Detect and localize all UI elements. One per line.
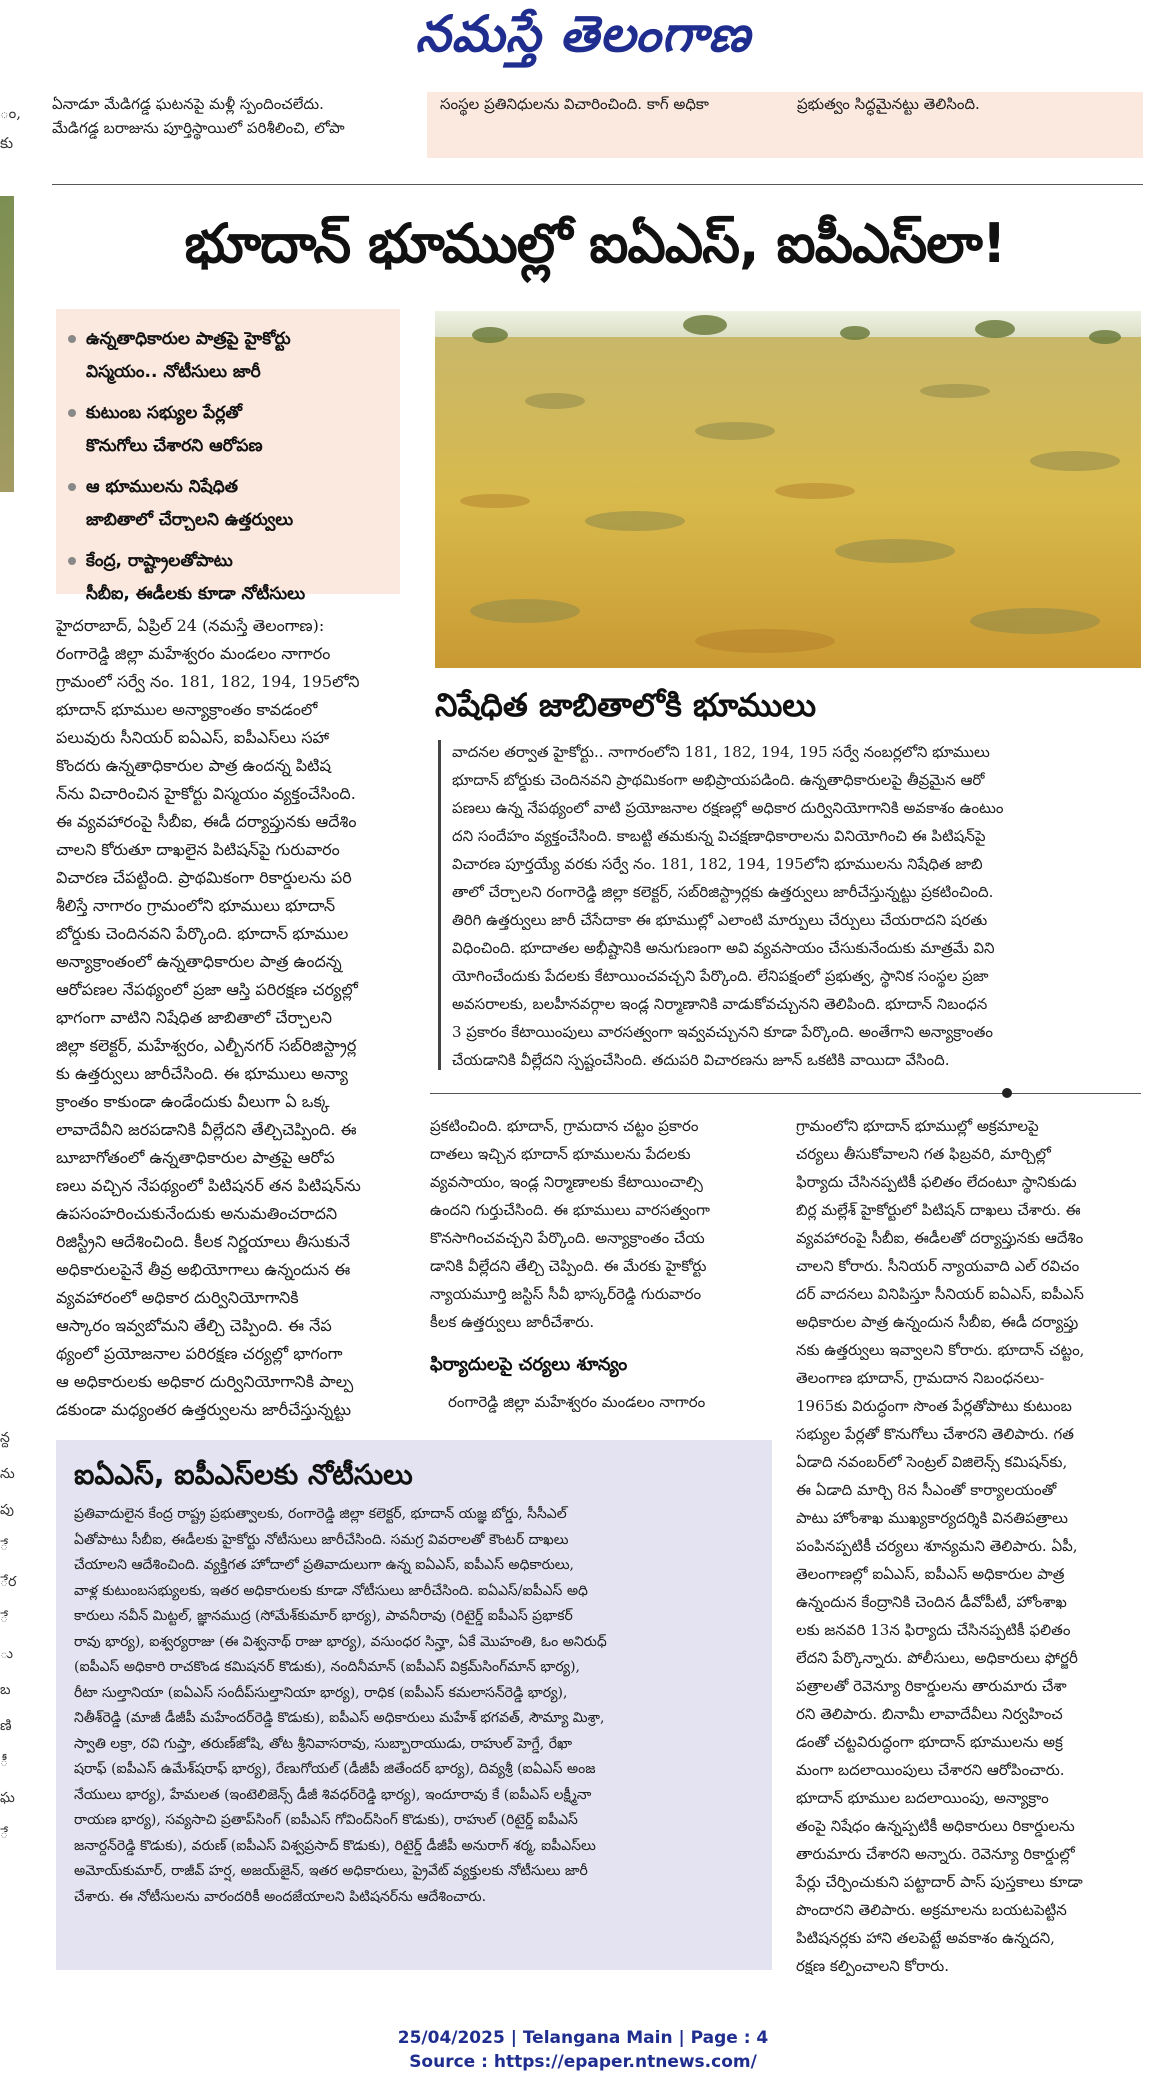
highlight-item [68,545,388,611]
highlight-text: ఉన్నతాధికారుల పాత్రపై హైకోర్టు విస్మయం.. నోటీసులు జారీ [86,329,291,382]
middle-column-text: ప్రకటించింది. భూదాన్, గ్రామదాన చట్టం ప్రకారం దాతలు ఇచ్చిన భూదాన్ భూములను పేదలకు వ్యవసాయం, ఇండ్ల నిర్మాణాలకు కేటాయించాల్సి ఉందని గుర్తుచేసింది. ఈ భూములు వారసత్వంగా కొనసాగించవచ్చని పేర్కొంది. అన్యాక్రాంతం చేయ డానికి వీల్లేదని తేల్చి చెప్పింది. ఈ మేరకు హైకోర్టు న్యాయమూర్తి జస్టిస్ సీవీ భాస్కర్‌రెడ్డి గురువారం కీలక ఉత్తర్వులు జారీచేశారు. [430,1117,710,1331]
complaints-heading: ఫిర్యాదులపై చర్యలు శూన్యం [430,1354,628,1375]
footer-date-line: 25/04/2025 | Telangana Main | Page : 4 [397,2028,769,2048]
land-photo [435,311,1141,668]
highlight-text: ఆ భూములను నిషేధిత జాబితాలో చేర్చాలని ఉత్తర్వులు [86,477,294,530]
land-photo-art [435,311,1141,668]
left-edge-line: ేర [0,1574,17,1590]
left-edge-line: ే [0,1538,9,1554]
left-edge-line: ణి [0,1718,12,1734]
subsection-text: వాదనల తర్వాత హైకోర్టు.. నాగారంలోని 181, 182, 194, 195 సర్వే నంబర్లలోని భూములు భూదాన్ బోర్డుకు చెందినవని ప్రాథమికంగా అభిప్రాయపడింది. ఉన్నతాధికారులపై తీవ్రమైన ఆరో పణలు ఉన్న నేపథ్యంలో వాటి ప్రయోజనాల రక్షణల్లో అధికార దుర్వినియోగానికి అవకాశం ఉంటుం దని సందేహం వ్యక్తంచేసింది. కాబట్టి తమకున్న విచక్షణాధికారాలను వినియోగించి ఈ పిటిషన్‌పై విచారణ పూర్తయ్యే వరకు సర్వే నం. 181, 182, 194, 195లోని భూములను నిషేధిత జాబి తాలో చేర్చాలని రంగారెడ్డి జిల్లా కలెక్టర్, సబ్‌రిజిస్ట్రార్లకు ఉత్తర్వులు జారీచేస్తున్నట్టు ప్రకటించింది. తిరిగి ఉత్తర్వులు జారీ చేసేదాకా ఈ భూముల్లో ఎలాంటి మార్పులు చేర్పులు చేయరాదని షరతు విధించింది. భూదాతల అభీష్టానికి అనుగుణంగా అవి వ్యవసాయం చేసుకునేందుకు మాత్రమే విని యోగించేందుకు పేదలకు కేటాయించవచ్చని పేర్కొంది. లేనిపక్షంలో ప్రభుత్వ, స్థానిక సంస్థల ప్రజా అవసరాలకు, బలహీనవర్గాల ఇండ్ల నిర్మాణానికి వాడుకోవచ్చునని తెలిపింది. భూదాన్ నిబంధన 3 ప్రకారం కేటాయింపులు వారసత్వంగా ఇవ్వవచ్చునని కూడా పేర్కొంది. అంతేగాని అన్యాక్రాంతం చేయడానికి వీల్లేదని స్పష్టంచేసింది. తదుపరి విచారణను జూన్ ఒకటికి వాయిదా వేసింది. [452,743,1004,1069]
highlight-text: కుటుంబ సభ్యుల పేర్లతో కొనుగోలు చేశారని ఆరోపణ [86,403,263,456]
highlight-item [68,471,388,537]
cropped-photo-edge [0,196,14,492]
top-strip-col3: ప్రభుత్వం సిద్ధమైనట్టు తెలిసింది. [797,95,980,113]
subsection-heading: నిషేధిత జాబితాలోకి భూములు [435,686,817,724]
bullet-icon [68,557,76,565]
left-edge-bottom [0,1420,17,1852]
complaints-text: రంగారెడ్డి జిల్లా మహేశ్వరం మండలం నాగారం [448,1393,706,1411]
left-edge-line: కు [0,134,14,152]
left-edge-line: ను [0,1466,15,1482]
top-strip-col2: సంస్థల ప్రతినిధులను విచారించింది. కాగ్ అధికా [440,95,709,113]
left-edge-line: ీ [0,1754,9,1770]
notices-text: ప్రతివాదులైన కేంద్ర రాష్ట్ర ప్రభుత్వాలకు, రంగారెడ్డి జిల్లా కలెక్టర్, భూదాన్ యజ్ఞ బోర్డు, సీసీఎల్ ఏతోపాటు సీబీఐ, ఈడీలకు హైకోర్టు నోటీసులు జారీచేసింది. సమగ్ర వివరాలతో కౌంటర్ దాఖలు చేయాలని ఆదేశించింది. వ్యక్తిగత హోదాలో ప్రతివాదులుగా ఉన్న ఐఏఎస్, ఐపీఎస్ అధికారులు, వాళ్ల కుటుంబసభ్యులకు, ఇతర అధికారులకు కూడా నోటీసులు జారీచేసింది. ఐఏఎస్/ఐపీఎస్ అధి కారులు నవీన్ మిట్టల్, జ్ఞానముద్ర (సోమేశ్‌కుమార్ భార్య), పావనీరావు (రిటైర్డ్ ఐపీఎస్ ప్రభాకర్ రావు భార్య), ఐశ్వర్యరాజు (ఈ విశ్వనాథ్ ‌రాజు భార్య), వసుంధర సిన్హా, ఏకే మొహంతి, ఓం అనిరుధ్ (ఐపీఎస్ అధికారి రాచకొండ కమిషనర్ కొడుకు), నందినీమాన్ (ఐపీఎస్ విక్రమ్‌సింగ్‌మాన్ భార్య), రీటా సుల్తానియా (ఐఏఎస్ సందీప్‌సుల్తానియా భార్య), రాధిక (ఐపీఎస్ కమలాసన్‌రెడ్డి భార్య), నితీశ్‌రెడ్డి (మాజీ డీజీపీ మహేందర్‌రెడ్డి కొడుకు), ఐపీఎస్ అధికారులు మహేశ్ భగవత్, సౌమ్యా మిశ్రా, స్వాతి లక్రా, రవి గుప్తా, తరుణ్‌జోషి, తోట శ్రీనివాసరావు, సుబ్బారాయుడు, రాహుల్ హెగ్డే, రేఖా షరాఫ్ (ఐపీఎస్ ఉమేశ్‌షరాఫ్ భార్య), రేణుగోయల్ (డీజీపీ జితేందర్ భార్య), దివ్యశ్రీ (ఐఏఎస్ అంజ నేయులు భార్య), హేమలత (ఇంటెలిజెన్స్ డీజీ శివధర్‌రెడ్డి భార్య), ఇందూరావు కే (ఐపీఎస్ లక్ష్మీనా రాయణ భార్య), సవ్యసాచి ప్రతాప్‌సింగ్ (ఐపీఎస్ గోవింద్‌సింగ్ కొడుకు), రాహుల్ (రిటైర్డ్ ఐపీఎస్ జనార్దన్‌రెడ్డి కొడుకు), వరుణ్ (ఐపీఎస్ విశ్వప్రసాద్ కొడుకు), రిటైర్డ్ డీజీపీ అనురాగ్ శర్మ, ఐపీఎస్‌లు అమోయ్‌కుమార్, రాజీవ్ హర్ష, అజయ్‌జైన్, ఇతర అధికారులు, ప్రైవేట్ వ్యక్తులకు నోటీసులు జారీ చేశారు. ఈ నోటీసులను వారందరికీ అందజేయాలని పిటిషనర్‌ను ఆదేశించారు. [74,1506,607,1905]
top-divider [52,184,1143,185]
section-divider [430,1093,1141,1094]
divider-dot-icon [1002,1088,1012,1098]
highlight-item [68,323,388,389]
highlight-item [68,397,388,463]
left-edge-line: పు [0,1502,14,1518]
bullet-icon [68,483,76,491]
highlights-box [56,309,400,604]
left-edge-line: ు [0,1646,13,1662]
quote-bar [438,740,441,1070]
masthead: నమస్తే తెలంగాణ [415,4,751,63]
top-strip-col1: ఏనాడూ మేడిగడ్డ ఘటనపై మళ్లీ స్పందించలేదు. మేడిగడ్డ బరాజును పూర్తిస్థాయిలో పరిశీలించి, లోపా [52,95,345,137]
left-edge-line: ే [0,1610,9,1626]
left-edge-line: ం, [0,104,22,122]
left-edge-top [0,98,21,158]
left-edge-line: ే [0,1826,9,1842]
page-headline: భూదాన్ భూముల్లో ఐఏఎస్, ఐపీఎస్‌లా! [184,212,1006,275]
right-column-text: గ్రామంలోని భూదాన్ భూముల్లో అక్రమాలపై చర్యలు తీసుకోవాలని గత ఫిబ్రవరి, మార్చిల్లో ఫిర్యాదు చేసినప్పటికీ ఫలితం లేదంటూ స్థానికుడు బిర్ల మల్లేశ్ హైకోర్టులో పిటిషన్ దాఖలు చేశారు. ఈ వ్యవహారంపై సీబీఐ, ఈడీలతో దర్యాప్తునకు ఆదేశిం చాలని కోరారు. సీనియర్ న్యాయవాది ఎల్ రవిచం దర్ వాదనలు వినిపిస్తూ సీనియర్ ఐఏఎస్, ఐపీఎస్ అధికారుల పాత్ర ఉన్నందున సీబీఐ, ఈడీ దర్యాప్తు నకు ఉత్తర్వులు ఇవ్వాలని కోరారు. భూదాన్ చట్టం, తెలంగాణ భూదాన్, గ్రామదాన నిబంధనలు- 1965కు విరుద్ధంగా సొంత పేర్లతోపాటు కుటుంబ సభ్యుల పేర్లతో కొనుగోలు చేశారని తెలిపారు. గత ఏడాది నవంబర్‌లో సెంట్రల్ విజిలెన్స్ కమిషన్‌కు, ఈ ఏడాది మార్చి 8న సీఎంతో కార్యాలయంతో పాటు హోంశాఖ ముఖ్యకార్యదర్శికి వినతిపత్రాలు పంపినప్పటికీ చర్యలు శూన్యమని తెలిపారు. ఏపీ, తెలంగాణల్లో ఐఏఎస్, ఐపీఎస్ అధికారుల పాత్ర ఉన్నందున కేంద్రానికి చెందిన డీవోపీటీ, హోంశాఖ లకు జనవరి 13న ఫిర్యాదు చేసినప్పటికీ ఫలితం లేదని పేర్కొన్నారు. పోలీసులు, అధికారులు ఫోర్జరీ పత్రాలతో రెవెన్యూ రికార్డులను తారుమారు చేశా రని తెలిపారు. బినామీ లావాదేవీలు నిర్వహించ డంతో చట్టవిరుద్ధంగా భూదాన్ భూములను అక్ర మంగా బదలాయింపులు చేశారని ఆరోపించారు. భూదాన్ భూముల బదలాయింపు, అన్యాక్రాం తంపై నిషేధం ఉన్నప్పటికీ అధికారులు రికార్డులను తారుమారు చేశారని అన్నారు. రెవెన్యూ రికార్డుల్లో పేర్లు చేర్పించుకుని పట్టాదార్ పాస్ పుస్తకాలు కూడా పొందారని తెలిపారు. అక్రమాలను బయటపెట్టిన పిటిషనర్లకు హాని తలపెట్టే అవకాశం ఉన్నదని, రక్షణ కల్పించాలని కోరారు. [796,1117,1085,1975]
left-edge-line: న్ద [0,1430,10,1446]
bullet-icon [68,335,76,343]
main-column-text: హైదరాబాద్, ఏప్రిల్ 24 (నమస్తే తెలంగాణ): రంగారెడ్డి జిల్లా మహేశ్వరం మండలం నాగారం గ్రామంలో సర్వే నం. 181, 182, 194, 195లోని భూదాన్ భూముల అన్యాక్రాంతం కావడంలో పలువురు సీనియర్ ఐఏఎస్, ఐపీఎస్‌లు సహా కొందరు ఉన్నతాధికారుల పాత్ర ఉందన్న పిటిష న్‌ను విచారించిన హైకోర్టు విస్మయం వ్యక్తంచేసింది. ఈ వ్యవహారంపై సీబీఐ, ఈడీ దర్యాప్తునకు ఆదేశిం చాలని కోరుతూ దాఖలైన పిటిషన్‌పై గురువారం విచారణ చేపట్టింది. ప్రాథమికంగా రికార్డులను పరి శీలిస్తే నాగారం గ్రామంలోని భూములు భూదాన్ బోర్డుకు చెందినవని పేర్కొంది. భూదాన్ భూముల అన్యాక్రాంతంలో ఉన్నతాధికారుల పాత్ర ఉందన్న ఆరోపణల నేపథ్యంలో ప్రజా ఆస్తి పరిరక్షణ చర్యల్లో భాగంగా వాటిని నిషేధిత జాబితాలో చేర్చాలని జిల్లా కలెక్టర్, మహేశ్వరం, ఎల్బీనగర్ సబ్‌రిజిస్ట్రార్ల కు ఉత్తర్వులు జారీచేసింది. ఈ భూములు అన్యా క్రాంతం కాకుండా ఉండేందుకు వీలుగా ఏ ఒక్క లావాదేవీని జరపడానికి వీల్లేదని తేల్చిచెప్పింది. ఈ బూబాగోతంలో ఉన్నతాధికారుల పాత్రపై ఆరోప ణలు వచ్చిన నేపథ్యంలో పిటిషనర్ తన పిటిషన్‌ను ఉపసంహరించుకునేందుకు అనుమతించరాదని రిజిస్ట్రీని ఆదేశించింది. కీలక నిర్ణయాలు తీసుకునే అధికారులపైనే తీవ్ర అభియోగాలు ఉన్నందున ఈ వ్యవహారంలో అధికార దుర్వినియోగానికి ఆస్కారం ఇవ్వబోమని తేల్చి చెప్పింది. ఈ నేప థ్యంలో ప్రయోజనాల పరిరక్షణ చర్యల్లో భాగంగా ఆ అధికారులకు అధికార దుర్వినియోగానికి పాల్ప డకుండా మధ్యంతర ఉత్తర్వులను జారీచేస్తున్నట్టు [56,616,361,1419]
left-edge-line: బ [0,1682,11,1698]
bullet-icon [68,409,76,417]
highlight-text: కేంద్ర, రాష్ట్రాలతోపాటు సీబీఐ, ఈడీలకు కూడా నోటీసులు [86,551,306,604]
footer-source-link[interactable]: Source : https://epaper.ntnews.com/ [409,2052,757,2072]
notices-heading: ఐఏఎస్, ఐపీఎస్‌లకు నోటీసులు [74,1458,413,1491]
left-edge-line: ఘ [0,1790,15,1806]
